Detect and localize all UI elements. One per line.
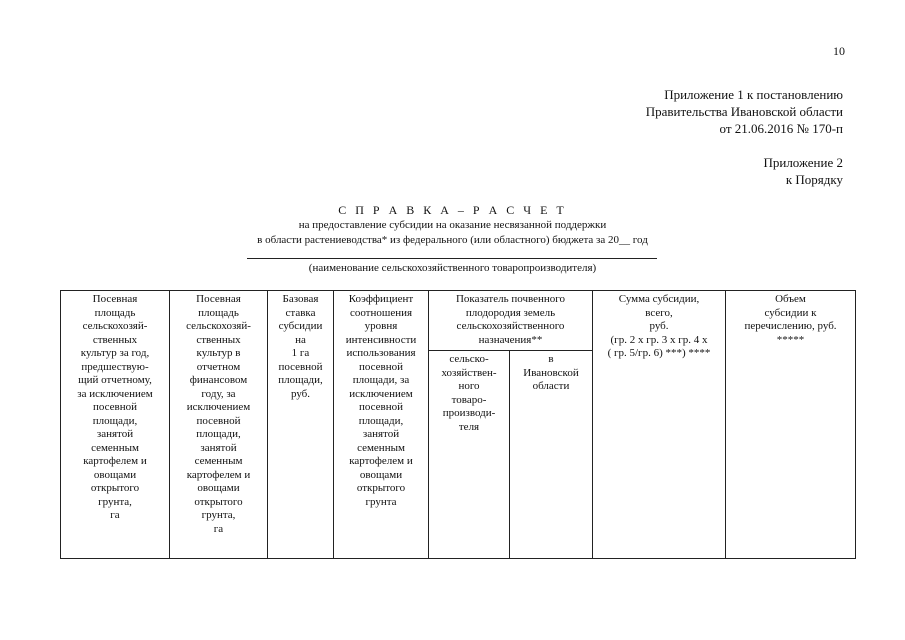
header-text-line: интенсивности	[345, 333, 417, 346]
header-text-line: площади,	[92, 414, 138, 427]
header-text-line: открытого	[194, 495, 243, 508]
header-text-line: площадь	[198, 306, 239, 319]
header-text-line: на	[295, 333, 306, 346]
header-text-line: картофелем и	[83, 455, 147, 467]
header-text-line: 1 га	[291, 347, 310, 359]
header-text-line: семенным	[91, 441, 139, 454]
header-text-line: руб.	[649, 320, 669, 332]
header-text-line: теля	[458, 420, 480, 433]
annex2-line: Приложение 2	[763, 155, 843, 170]
col-header-subsidy-transfer	[726, 291, 856, 559]
annex-line: Правительства Ивановской области	[645, 104, 843, 119]
header-text-line: уровня	[364, 320, 398, 332]
col-header-area-prev-year	[61, 291, 170, 559]
header-text-line: сельско-	[449, 353, 489, 365]
header-text-line: открытого	[90, 482, 140, 494]
header-text-line: сельскохозяй-	[82, 320, 148, 332]
header-text-line: руб.	[290, 387, 311, 400]
header-text-line: площади, за	[352, 374, 410, 386]
header-text-line: семенным	[357, 441, 405, 454]
header-text-line: занятой	[362, 428, 400, 440]
header-text-line: хозяйствен-	[441, 366, 497, 379]
header-text-line: площади,	[278, 374, 323, 386]
header-text-line: перечислению, руб.	[744, 320, 837, 332]
header-text-line: Посевная	[92, 293, 138, 305]
header-text-line: товаро-	[451, 393, 487, 406]
header-text-line: плодородия земель	[465, 306, 556, 319]
col-header-intensity-coefficient	[334, 291, 429, 559]
header-text-line: ственных	[196, 333, 241, 346]
header-text-line: овощами	[93, 468, 137, 481]
annex-header	[646, 86, 843, 137]
header-text-line: грунта,	[98, 495, 132, 508]
header-text-line: Ивановской	[523, 366, 579, 379]
document-title: С П Р А В К А – Р А С Ч Е Т	[338, 203, 567, 217]
col-header-base-rate	[268, 291, 334, 559]
header-text-line: Посевная	[196, 293, 241, 305]
document-subtitle	[0, 218, 905, 248]
header-text-line: соотношения	[349, 306, 413, 319]
header-text-line: Коэффициент	[348, 293, 414, 305]
annex-line: от 21.06.2016 № 170-п	[719, 121, 843, 136]
header-text-line: культур в	[196, 347, 241, 359]
subtitle-line: в области растениеводства* из федерального (или областного) бюджета за 20__ год	[257, 234, 648, 246]
header-text-line: открытого	[356, 482, 406, 494]
header-text-line: году, за	[201, 387, 236, 400]
header-text-line: посевной	[196, 414, 241, 427]
header-text-line: отчетном	[196, 360, 241, 373]
header-text-line: га	[110, 509, 120, 521]
header-text-line: Показатель почвенного	[455, 293, 566, 305]
header-text-line: картофелем и	[349, 455, 413, 467]
header-text-line: грунта,	[201, 509, 236, 521]
header-text-line: исключением	[349, 387, 413, 400]
header-text-line: овощами	[197, 482, 240, 494]
header-text-line: занятой	[200, 441, 237, 454]
header-text-line: картофелем и	[186, 468, 251, 481]
page-number: 10	[833, 44, 845, 58]
header-text-line: площади,	[358, 414, 404, 427]
header-text-line: субсидии	[278, 320, 323, 332]
header-text-line: использования	[346, 347, 416, 359]
header-text-line: га	[213, 522, 224, 535]
header-text-line: щий отчетному,	[78, 374, 152, 386]
header-text-line: овощами	[359, 468, 403, 481]
annex-line: Приложение 1 к постановлению	[664, 87, 843, 102]
header-text-line: предшествую-	[81, 360, 149, 373]
header-text-line: занятой	[96, 428, 134, 440]
annex2-line: к Порядку	[785, 172, 843, 187]
header-text-line: *****	[776, 333, 805, 346]
header-text-line: площади,	[196, 428, 241, 440]
header-text-line: ( гр. 5/гр. 6) ***) ****	[607, 347, 711, 359]
header-text-line: посевной	[358, 360, 404, 373]
header-text-line: финансовом	[189, 374, 248, 386]
header-text-line: посевной	[92, 401, 138, 413]
header-text-line: (гр. 2 х гр. 3 х гр. 4 х	[610, 333, 708, 346]
header-text-line: сельскохозяйственного	[456, 320, 565, 332]
header-text-line: производи-	[442, 407, 496, 419]
header-text-line: посевной	[358, 401, 404, 413]
col-header-soil-producer	[429, 351, 510, 559]
header-text-line: ственных	[92, 333, 138, 346]
header-text-line: Базовая	[282, 293, 319, 305]
header-text-line: ного	[458, 380, 480, 392]
header-text-line: в	[548, 353, 554, 365]
producer-name-line	[247, 258, 657, 259]
header-text-line: области	[532, 380, 570, 392]
header-text-line: Объем	[775, 293, 806, 305]
col-header-subsidy-total	[593, 291, 726, 559]
header-text-line: посевной	[278, 360, 323, 373]
header-text-line: назначения**	[478, 333, 543, 346]
header-text-line: всего,	[645, 306, 673, 319]
calculation-table	[60, 290, 856, 559]
header-text-line: семенным	[194, 455, 243, 467]
header-text-line: сельскохозяй-	[186, 320, 251, 332]
header-text-line: за исключением	[77, 387, 153, 400]
header-text-line: площадь	[94, 306, 136, 319]
header-text-line: субсидии к	[764, 306, 817, 319]
subtitle-line: на предоставление субсидии на оказание несвязанной поддержки	[298, 219, 607, 231]
header-text-line: ставка	[285, 306, 316, 319]
header-text-line: грунта	[365, 495, 397, 508]
col-header-soil-fertility	[429, 291, 593, 351]
header-text-line: Сумма субсидии,	[618, 293, 700, 305]
annex2-header	[763, 154, 843, 188]
col-header-soil-region	[510, 351, 593, 559]
header-text-line: культур за год,	[80, 347, 150, 359]
header-text-line: исключением	[186, 401, 251, 413]
producer-caption: (наименование сельскохозяйственного товаропроизводителя)	[308, 262, 597, 274]
col-header-area-current-year	[170, 291, 268, 559]
